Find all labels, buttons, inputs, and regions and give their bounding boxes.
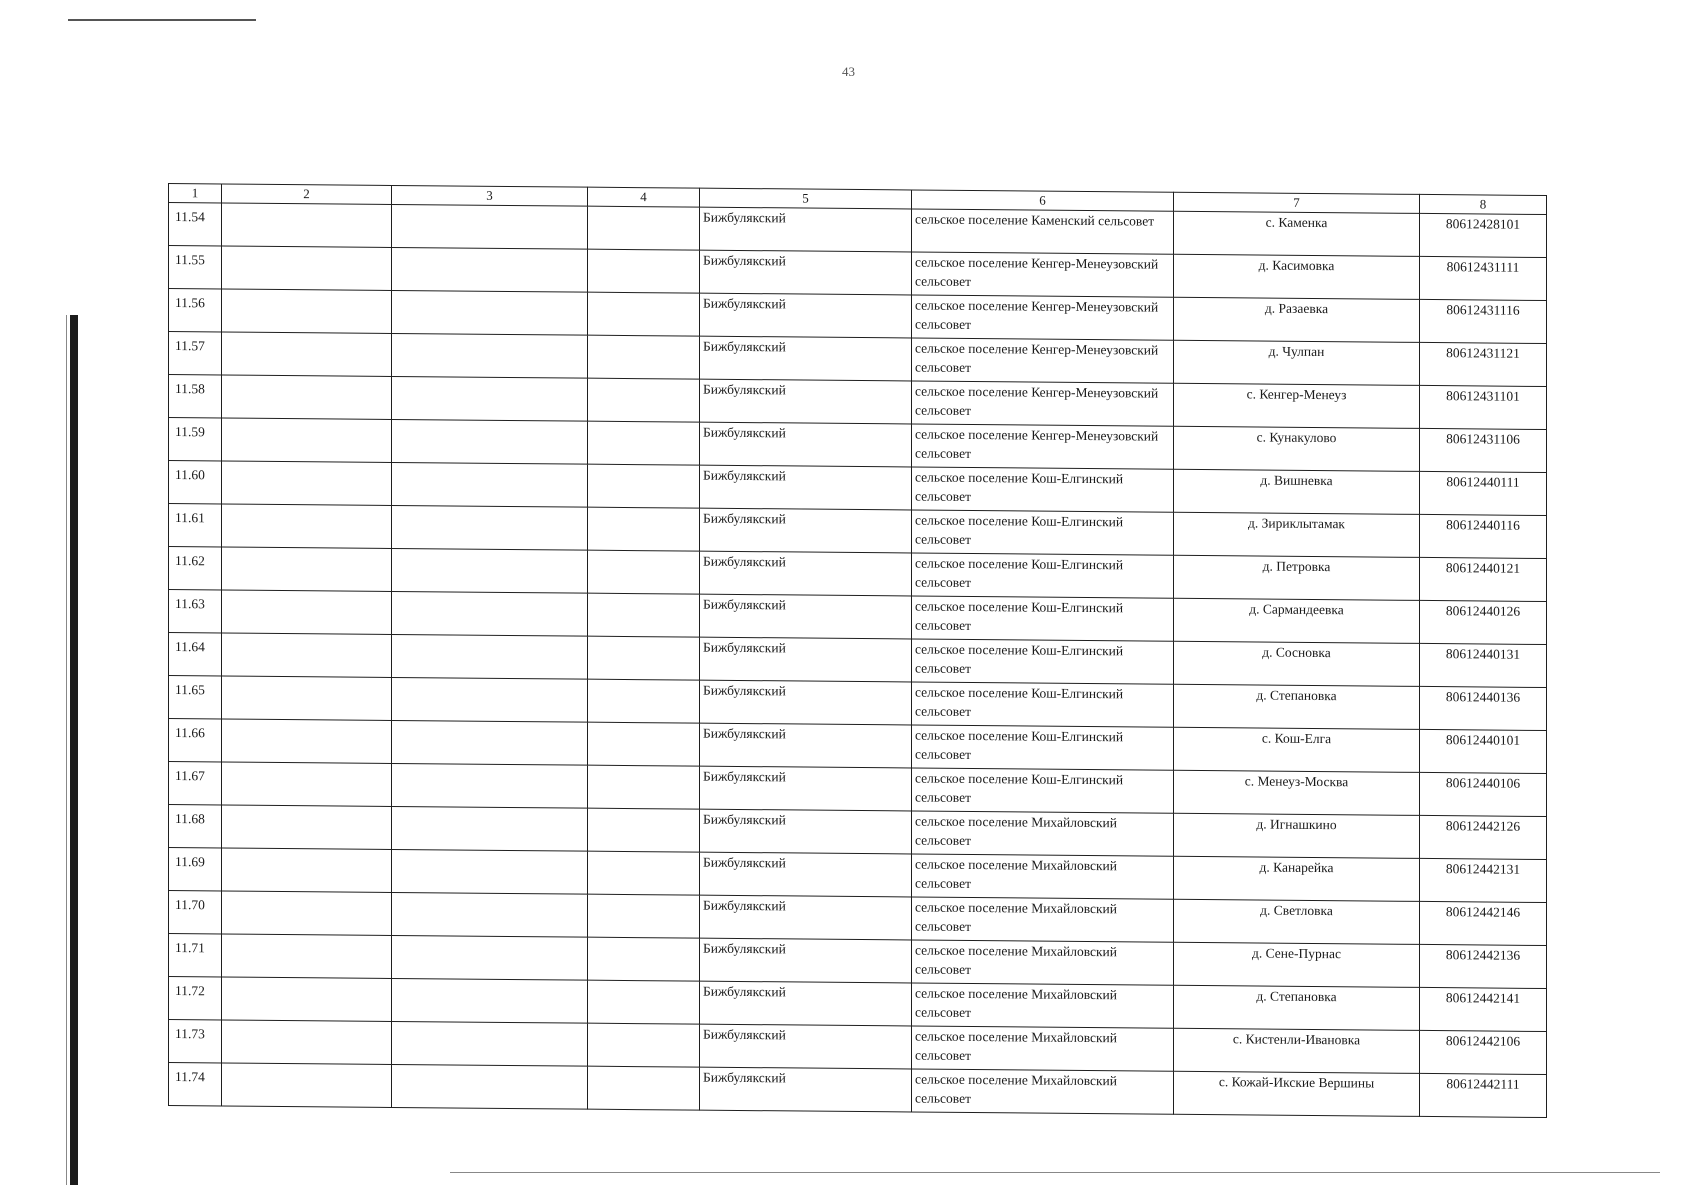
- district-cell: Бижбулякский: [700, 293, 912, 338]
- empty-cell-col4: [588, 937, 700, 981]
- district-cell: Бижбулякский: [700, 422, 912, 467]
- empty-cell-col3: [392, 419, 588, 464]
- row-number-cell: 11.59: [169, 418, 222, 461]
- empty-cell-col3: [392, 978, 588, 1023]
- empty-cell-col4: [588, 808, 700, 852]
- code-cell: 80612442141: [1420, 987, 1547, 1031]
- locality-cell: д. Сармандеевка: [1174, 598, 1420, 643]
- empty-cell-col4: [588, 765, 700, 809]
- code-cell: 80612440111: [1420, 471, 1547, 515]
- district-cell: Бижбулякский: [700, 723, 912, 768]
- code-cell: 80612440106: [1420, 772, 1547, 816]
- empty-cell-col3: [392, 333, 588, 378]
- locality-cell: д. Степановка: [1174, 985, 1420, 1030]
- row-number-cell: 11.55: [169, 246, 222, 289]
- code-cell: 80612440126: [1420, 600, 1547, 644]
- empty-cell-col4: [588, 550, 700, 594]
- top-rule: [68, 19, 256, 21]
- code-cell: 80612442146: [1420, 901, 1547, 945]
- empty-cell-col3: [392, 849, 588, 894]
- empty-cell-col4: [588, 464, 700, 508]
- empty-cell-col3: [392, 247, 588, 292]
- district-cell: Бижбулякский: [700, 938, 912, 983]
- settlement-cell: сельское поселение Кенгер-Менеузовский сельсовет: [912, 252, 1174, 297]
- empty-cell-col3: [392, 720, 588, 765]
- empty-cell-col2: [222, 676, 392, 720]
- district-cell: Бижбулякский: [700, 637, 912, 682]
- empty-cell-col4: [588, 722, 700, 766]
- locality-cell: с. Кунакулово: [1174, 426, 1420, 471]
- settlement-cell: сельское поселение Кенгер-Менеузовский сельсовет: [912, 295, 1174, 340]
- empty-cell-col2: [222, 504, 392, 548]
- settlement-cell: сельское поселение Кенгер-Менеузовский сельсовет: [912, 381, 1174, 426]
- code-cell: 80612431121: [1420, 342, 1547, 386]
- settlement-cell: сельское поселение Михайловский сельсовет: [912, 1069, 1174, 1114]
- district-cell: Бижбулякский: [700, 379, 912, 424]
- empty-cell-col4: [588, 507, 700, 551]
- locality-cell: д. Игнашкино: [1174, 813, 1420, 858]
- settlement-cell: сельское поселение Каменский сельсовет: [912, 209, 1174, 254]
- row-number-cell: 11.57: [169, 332, 222, 375]
- row-number-cell: 11.70: [169, 891, 222, 934]
- header-cell: 2: [222, 184, 392, 204]
- row-number-cell: 11.64: [169, 633, 222, 676]
- empty-cell-col2: [222, 762, 392, 806]
- empty-cell-col2: [222, 805, 392, 849]
- district-cell: Бижбулякский: [700, 250, 912, 295]
- settlement-cell: сельское поселение Кош-Елгинский сельсовет: [912, 596, 1174, 641]
- locality-cell: д. Светловка: [1174, 899, 1420, 944]
- code-cell: 80612431111: [1420, 256, 1547, 300]
- code-cell: 80612440131: [1420, 643, 1547, 687]
- settlement-cell: сельское поселение Михайловский сельсовет: [912, 811, 1174, 856]
- settlement-cell: сельское поселение Кенгер-Менеузовский сельсовет: [912, 338, 1174, 383]
- settlement-cell: сельское поселение Кош-Елгинский сельсовет: [912, 639, 1174, 684]
- header-cell: 8: [1420, 194, 1547, 214]
- locality-cell: д. Сосновка: [1174, 641, 1420, 686]
- locality-cell: д. Петровка: [1174, 555, 1420, 600]
- district-cell: Бижбулякский: [700, 981, 912, 1026]
- settlement-cell: сельское поселение Михайловский сельсовет: [912, 983, 1174, 1028]
- empty-cell-col4: [588, 421, 700, 465]
- row-number-cell: 11.54: [169, 203, 222, 246]
- empty-cell-col4: [588, 292, 700, 336]
- locality-cell: с. Каменка: [1174, 211, 1420, 256]
- empty-cell-col2: [222, 418, 392, 462]
- settlement-cell: сельское поселение Михайловский сельсовет: [912, 854, 1174, 899]
- empty-cell-col3: [392, 204, 588, 249]
- empty-cell-col2: [222, 332, 392, 376]
- empty-cell-col2: [222, 977, 392, 1021]
- locality-cell: д. Канарейка: [1174, 856, 1420, 901]
- locality-cell: с. Кожай-Икские Вершины: [1174, 1071, 1420, 1116]
- row-number-cell: 11.65: [169, 676, 222, 719]
- district-cell: Бижбулякский: [700, 207, 912, 252]
- settlement-cell: сельское поселение Кош-Елгинский сельсовет: [912, 553, 1174, 598]
- empty-cell-col2: [222, 1063, 392, 1107]
- district-cell: Бижбулякский: [700, 465, 912, 510]
- locality-cell: д. Вишневка: [1174, 469, 1420, 514]
- table-body: [169, 184, 1547, 1118]
- empty-cell-col4: [588, 1023, 700, 1067]
- row-number-cell: 11.72: [169, 977, 222, 1020]
- empty-cell-col4: [588, 851, 700, 895]
- locality-cell: д. Касимовка: [1174, 254, 1420, 299]
- empty-cell-col2: [222, 461, 392, 505]
- locality-cell: д. Чулпан: [1174, 340, 1420, 385]
- empty-cell-col4: [588, 249, 700, 293]
- settlement-cell: сельское поселение Кош-Елгинский сельсовет: [912, 768, 1174, 813]
- settlement-cell: сельское поселение Кош-Елгинский сельсовет: [912, 467, 1174, 512]
- header-cell: 4: [588, 187, 700, 207]
- district-cell: Бижбулякский: [700, 1067, 912, 1112]
- row-number-cell: 11.56: [169, 289, 222, 332]
- empty-cell-col2: [222, 848, 392, 892]
- header-cell: 1: [169, 184, 222, 203]
- empty-cell-col2: [222, 547, 392, 591]
- empty-cell-col4: [588, 593, 700, 637]
- row-number-cell: 11.68: [169, 805, 222, 848]
- empty-cell-col2: [222, 203, 392, 247]
- empty-cell-col3: [392, 892, 588, 937]
- empty-cell-col2: [222, 633, 392, 677]
- scan-edge-line: [66, 315, 67, 1185]
- district-cell: Бижбулякский: [700, 680, 912, 725]
- code-cell: 80612431101: [1420, 385, 1547, 429]
- empty-cell-col3: [392, 677, 588, 722]
- empty-cell-col4: [588, 679, 700, 723]
- district-cell: Бижбулякский: [700, 766, 912, 811]
- settlement-cell: сельское поселение Михайловский сельсовет: [912, 897, 1174, 942]
- scan-binding-edge: [70, 315, 78, 1185]
- settlement-cell: сельское поселение Михайловский сельсовет: [912, 1026, 1174, 1071]
- locality-cell: д. Степановка: [1174, 684, 1420, 729]
- empty-cell-col2: [222, 719, 392, 763]
- row-number-cell: 11.60: [169, 461, 222, 504]
- empty-cell-col4: [588, 894, 700, 938]
- page-number: 43: [842, 64, 855, 79]
- locality-cell: с. Кистенли-Ивановка: [1174, 1028, 1420, 1073]
- locality-cell: с. Кенгер-Менеуз: [1174, 383, 1420, 428]
- district-cell: Бижбулякский: [700, 852, 912, 897]
- empty-cell-col3: [392, 376, 588, 421]
- header-cell: 7: [1174, 192, 1420, 213]
- code-cell: 80612440101: [1420, 729, 1547, 773]
- empty-cell-col4: [588, 636, 700, 680]
- district-cell: Бижбулякский: [700, 551, 912, 596]
- row-number-cell: 11.69: [169, 848, 222, 891]
- empty-cell-col4: [588, 378, 700, 422]
- empty-cell-col2: [222, 1020, 392, 1064]
- code-cell: 80612440121: [1420, 557, 1547, 601]
- empty-cell-col3: [392, 462, 588, 507]
- code-cell: 80612442111: [1420, 1073, 1547, 1117]
- empty-cell-col3: [392, 505, 588, 550]
- empty-cell-col4: [588, 1066, 700, 1110]
- data-table: [168, 183, 1547, 1118]
- row-number-cell: 11.67: [169, 762, 222, 805]
- code-cell: 80612428101: [1420, 213, 1547, 257]
- row-number-cell: 11.73: [169, 1020, 222, 1063]
- district-cell: Бижбулякский: [700, 336, 912, 381]
- code-cell: 80612442126: [1420, 815, 1547, 859]
- header-cell: 3: [392, 185, 588, 206]
- district-cell: Бижбулякский: [700, 1024, 912, 1069]
- locality-cell: д. Зириклытамак: [1174, 512, 1420, 557]
- row-number-cell: 11.61: [169, 504, 222, 547]
- header-cell: 6: [912, 190, 1174, 211]
- empty-cell-col3: [392, 1064, 588, 1109]
- empty-cell-col2: [222, 934, 392, 978]
- empty-cell-col4: [588, 335, 700, 379]
- empty-cell-col2: [222, 891, 392, 935]
- code-cell: 80612440136: [1420, 686, 1547, 730]
- empty-cell-col3: [392, 1021, 588, 1066]
- code-cell: 80612442131: [1420, 858, 1547, 902]
- empty-cell-col2: [222, 375, 392, 419]
- code-cell: 80612431106: [1420, 428, 1547, 472]
- empty-cell-col3: [392, 548, 588, 593]
- bottom-rule: [450, 1172, 1660, 1173]
- empty-cell-col3: [392, 634, 588, 679]
- settlement-cell: сельское поселение Кенгер-Менеузовский сельсовет: [912, 424, 1174, 469]
- empty-cell-col3: [392, 591, 588, 636]
- empty-cell-col2: [222, 590, 392, 634]
- row-number-cell: 11.62: [169, 547, 222, 590]
- empty-cell-col3: [392, 290, 588, 335]
- empty-cell-col3: [392, 806, 588, 851]
- empty-cell-col2: [222, 246, 392, 290]
- settlement-cell: сельское поселение Михайловский сельсовет: [912, 940, 1174, 985]
- locality-cell: с. Менеуз-Москва: [1174, 770, 1420, 815]
- settlement-cell: сельское поселение Кош-Елгинский сельсовет: [912, 510, 1174, 555]
- empty-cell-col3: [392, 763, 588, 808]
- empty-cell-col4: [588, 206, 700, 250]
- code-cell: 80612442106: [1420, 1030, 1547, 1074]
- empty-cell-col2: [222, 289, 392, 333]
- locality-cell: д. Разаевка: [1174, 297, 1420, 342]
- district-cell: Бижбулякский: [700, 895, 912, 940]
- district-cell: Бижбулякский: [700, 508, 912, 553]
- locality-cell: д. Сене-Пурнас: [1174, 942, 1420, 987]
- settlement-cell: сельское поселение Кош-Елгинский сельсовет: [912, 682, 1174, 727]
- code-cell: 80612431116: [1420, 299, 1547, 343]
- district-cell: Бижбулякский: [700, 809, 912, 854]
- row-number-cell: 11.74: [169, 1063, 222, 1106]
- code-cell: 80612440116: [1420, 514, 1547, 558]
- header-cell: 5: [700, 188, 912, 209]
- locality-cell: с. Кош-Елга: [1174, 727, 1420, 772]
- empty-cell-col4: [588, 980, 700, 1024]
- empty-cell-col3: [392, 935, 588, 980]
- row-number-cell: 11.71: [169, 934, 222, 977]
- settlement-cell: сельское поселение Кош-Елгинский сельсовет: [912, 725, 1174, 770]
- row-number-cell: 11.66: [169, 719, 222, 762]
- row-number-cell: 11.63: [169, 590, 222, 633]
- district-cell: Бижбулякский: [700, 594, 912, 639]
- code-cell: 80612442136: [1420, 944, 1547, 988]
- row-number-cell: 11.58: [169, 375, 222, 418]
